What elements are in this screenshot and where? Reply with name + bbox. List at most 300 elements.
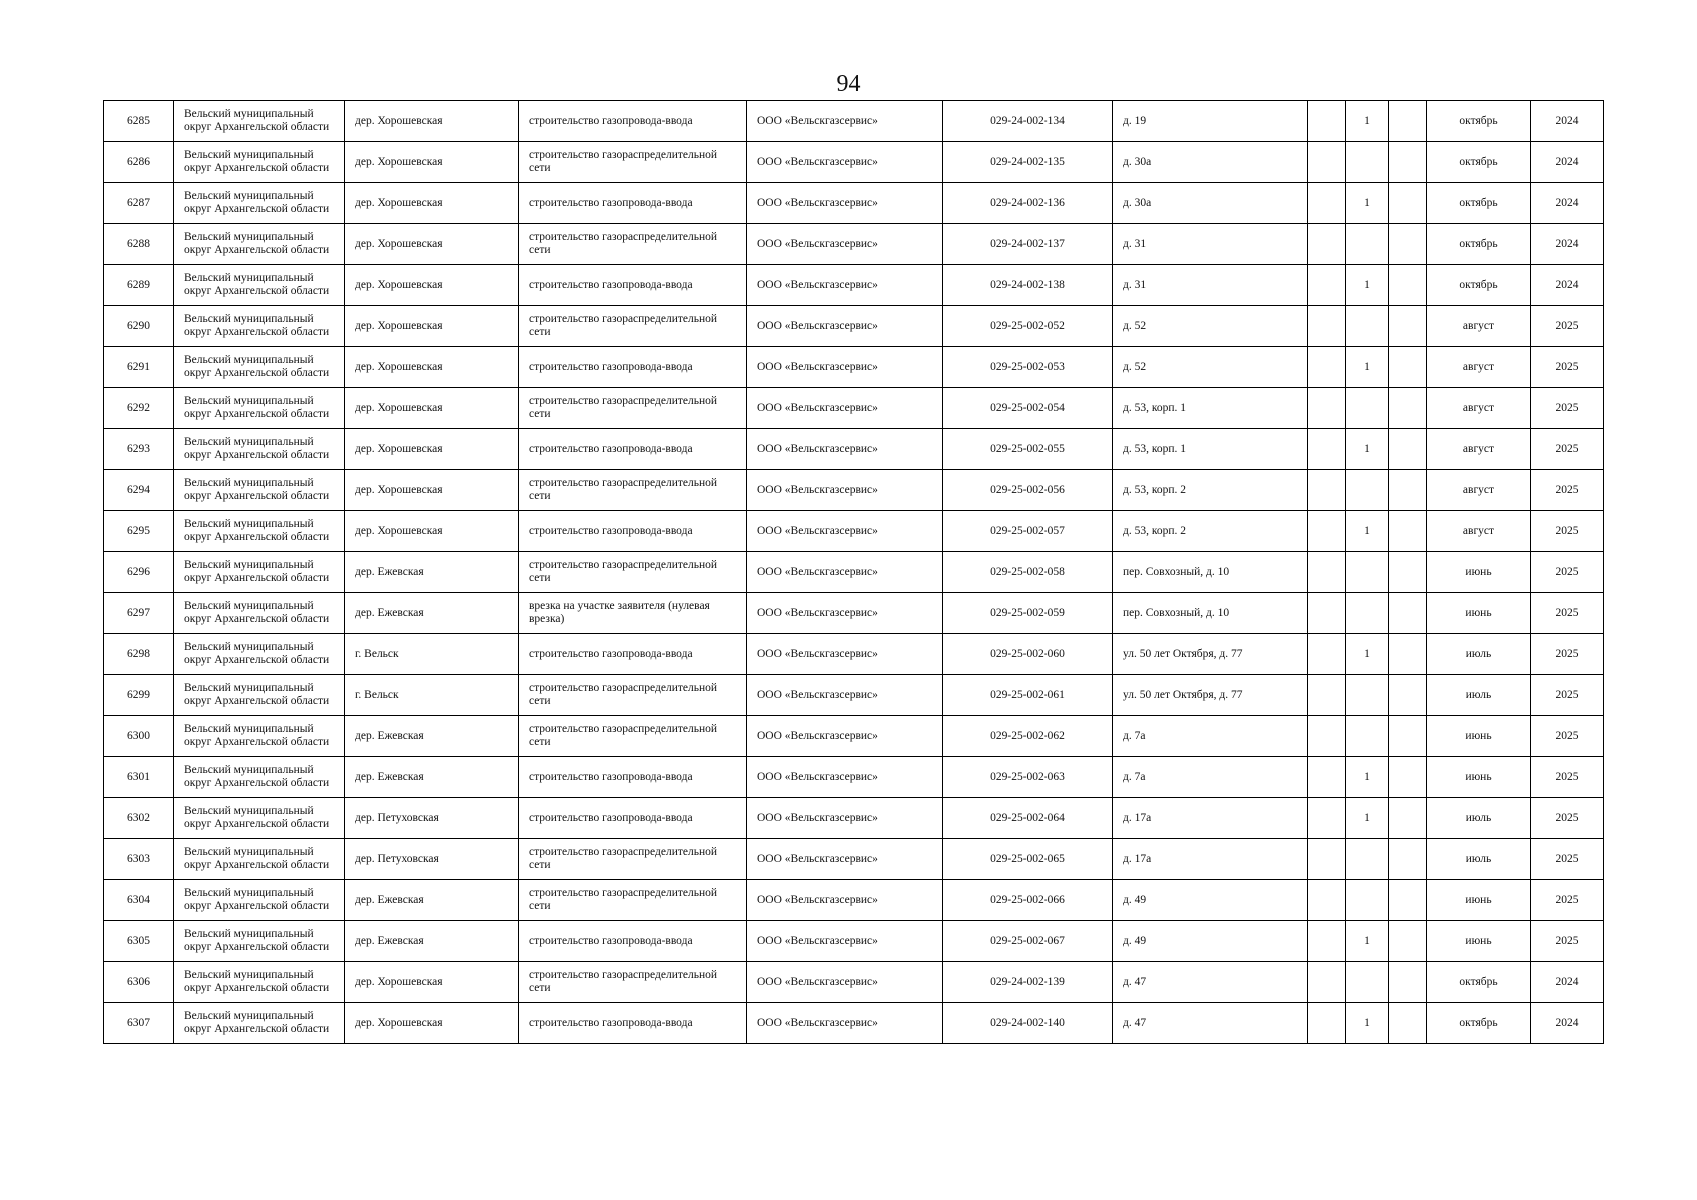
district-cell: Вельский муниципальный округ Архангельской области <box>174 142 345 183</box>
quantity-cell: 1 <box>1346 265 1389 306</box>
extra-cell <box>1308 429 1346 470</box>
settlement-cell: дер. Хорошевская <box>345 224 519 265</box>
table-row <box>104 429 1604 470</box>
work-type-cell: строительство газораспределительной сети <box>519 470 747 511</box>
row-number: 6289 <box>104 265 174 306</box>
quantity-cell: 1 <box>1346 921 1389 962</box>
settlement-cell: дер. Хорошевская <box>345 388 519 429</box>
work-type-cell: строительство газопровода-ввода <box>519 347 747 388</box>
work-type-cell: строительство газопровода-ввода <box>519 183 747 224</box>
settlement-cell: дер. Ежевская <box>345 716 519 757</box>
quantity-cell: 1 <box>1346 347 1389 388</box>
address-cell: ул. 50 лет Октября, д. 77 <box>1113 634 1308 675</box>
settlement-cell: дер. Хорошевская <box>345 511 519 552</box>
settlement-cell: дер. Ежевская <box>345 880 519 921</box>
organization-cell: ООО «Вельскгазсервис» <box>747 675 943 716</box>
quantity-cell: 1 <box>1346 101 1389 142</box>
settlement-cell: дер. Хорошевская <box>345 306 519 347</box>
table-row <box>104 1003 1604 1044</box>
organization-cell: ООО «Вельскгазсервис» <box>747 183 943 224</box>
address-cell: д. 7а <box>1113 757 1308 798</box>
quantity-cell <box>1346 880 1389 921</box>
organization-cell: ООО «Вельскгазсервис» <box>747 511 943 552</box>
month-cell: август <box>1427 388 1531 429</box>
settlement-cell: дер. Ежевская <box>345 757 519 798</box>
row-number: 6286 <box>104 142 174 183</box>
year-cell: 2025 <box>1531 511 1604 552</box>
district-cell: Вельский муниципальный округ Архангельской области <box>174 962 345 1003</box>
organization-cell: ООО «Вельскгазсервис» <box>747 798 943 839</box>
month-cell: октябрь <box>1427 1003 1531 1044</box>
row-number: 6287 <box>104 183 174 224</box>
application-code-cell: 029-25-002-066 <box>943 880 1113 921</box>
organization-cell: ООО «Вельскгазсервис» <box>747 388 943 429</box>
district-cell: Вельский муниципальный округ Архангельской области <box>174 388 345 429</box>
row-number: 6297 <box>104 593 174 634</box>
extra-cell-2 <box>1389 1003 1427 1044</box>
row-number: 6305 <box>104 921 174 962</box>
address-cell: д. 47 <box>1113 1003 1308 1044</box>
address-cell: д. 53, корп. 2 <box>1113 470 1308 511</box>
year-cell: 2025 <box>1531 880 1604 921</box>
month-cell: август <box>1427 429 1531 470</box>
month-cell: октябрь <box>1427 224 1531 265</box>
work-type-cell: строительство газораспределительной сети <box>519 716 747 757</box>
work-type-cell: строительство газораспределительной сети <box>519 552 747 593</box>
table-row <box>104 593 1604 634</box>
year-cell: 2024 <box>1531 1003 1604 1044</box>
extra-cell-2 <box>1389 388 1427 429</box>
application-code-cell: 029-24-002-135 <box>943 142 1113 183</box>
district-cell: Вельский муниципальный округ Архангельской области <box>174 306 345 347</box>
extra-cell <box>1308 224 1346 265</box>
work-type-cell: строительство газораспределительной сети <box>519 675 747 716</box>
year-cell: 2025 <box>1531 347 1604 388</box>
organization-cell: ООО «Вельскгазсервис» <box>747 1003 943 1044</box>
extra-cell-2 <box>1389 347 1427 388</box>
application-code-cell: 029-24-002-138 <box>943 265 1113 306</box>
table-row <box>104 183 1604 224</box>
extra-cell-2 <box>1389 634 1427 675</box>
application-code-cell: 029-25-002-054 <box>943 388 1113 429</box>
quantity-cell <box>1346 306 1389 347</box>
address-cell: д. 30а <box>1113 142 1308 183</box>
table-row <box>104 921 1604 962</box>
row-number: 6303 <box>104 839 174 880</box>
organization-cell: ООО «Вельскгазсервис» <box>747 962 943 1003</box>
settlement-cell: дер. Хорошевская <box>345 265 519 306</box>
year-cell: 2024 <box>1531 224 1604 265</box>
extra-cell <box>1308 552 1346 593</box>
application-code-cell: 029-25-002-055 <box>943 429 1113 470</box>
extra-cell-2 <box>1389 921 1427 962</box>
year-cell: 2025 <box>1531 552 1604 593</box>
work-type-cell: строительство газораспределительной сети <box>519 839 747 880</box>
month-cell: октябрь <box>1427 101 1531 142</box>
application-code-cell: 029-25-002-056 <box>943 470 1113 511</box>
row-number: 6304 <box>104 880 174 921</box>
month-cell: октябрь <box>1427 265 1531 306</box>
extra-cell <box>1308 716 1346 757</box>
address-cell: д. 17а <box>1113 798 1308 839</box>
extra-cell-2 <box>1389 757 1427 798</box>
quantity-cell: 1 <box>1346 798 1389 839</box>
table-row <box>104 470 1604 511</box>
table-row <box>104 757 1604 798</box>
organization-cell: ООО «Вельскгазсервис» <box>747 634 943 675</box>
table-row <box>104 142 1604 183</box>
row-number: 6290 <box>104 306 174 347</box>
application-code-cell: 029-25-002-062 <box>943 716 1113 757</box>
row-number: 6300 <box>104 716 174 757</box>
organization-cell: ООО «Вельскгазсервис» <box>747 101 943 142</box>
settlement-cell: г. Вельск <box>345 634 519 675</box>
year-cell: 2025 <box>1531 306 1604 347</box>
table-row <box>104 388 1604 429</box>
year-cell: 2025 <box>1531 839 1604 880</box>
district-cell: Вельский муниципальный округ Архангельской области <box>174 1003 345 1044</box>
work-type-cell: врезка на участке заявителя (нулевая врезка) <box>519 593 747 634</box>
year-cell: 2025 <box>1531 921 1604 962</box>
extra-cell-2 <box>1389 429 1427 470</box>
application-code-cell: 029-25-002-061 <box>943 675 1113 716</box>
work-type-cell: строительство газораспределительной сети <box>519 142 747 183</box>
extra-cell <box>1308 347 1346 388</box>
row-number: 6285 <box>104 101 174 142</box>
month-cell: июнь <box>1427 757 1531 798</box>
table-row <box>104 347 1604 388</box>
organization-cell: ООО «Вельскгазсервис» <box>747 880 943 921</box>
address-cell: д. 53, корп. 1 <box>1113 388 1308 429</box>
address-cell: д. 52 <box>1113 347 1308 388</box>
application-code-cell: 029-24-002-136 <box>943 183 1113 224</box>
quantity-cell: 1 <box>1346 1003 1389 1044</box>
row-number: 6295 <box>104 511 174 552</box>
extra-cell-2 <box>1389 224 1427 265</box>
quantity-cell <box>1346 593 1389 634</box>
district-cell: Вельский муниципальный округ Архангельской области <box>174 880 345 921</box>
extra-cell <box>1308 757 1346 798</box>
address-cell: д. 52 <box>1113 306 1308 347</box>
settlement-cell: дер. Хорошевская <box>345 429 519 470</box>
year-cell: 2025 <box>1531 593 1604 634</box>
organization-cell: ООО «Вельскгазсервис» <box>747 470 943 511</box>
quantity-cell <box>1346 552 1389 593</box>
extra-cell-2 <box>1389 798 1427 839</box>
application-code-cell: 029-24-002-139 <box>943 962 1113 1003</box>
row-number: 6306 <box>104 962 174 1003</box>
month-cell: июнь <box>1427 552 1531 593</box>
application-code-cell: 029-25-002-067 <box>943 921 1113 962</box>
table-row <box>104 716 1604 757</box>
address-cell: д. 17а <box>1113 839 1308 880</box>
extra-cell <box>1308 101 1346 142</box>
row-number: 6301 <box>104 757 174 798</box>
extra-cell-2 <box>1389 839 1427 880</box>
table-row <box>104 101 1604 142</box>
district-cell: Вельский муниципальный округ Архангельской области <box>174 101 345 142</box>
application-code-cell: 029-25-002-063 <box>943 757 1113 798</box>
application-code-cell: 029-24-002-137 <box>943 224 1113 265</box>
settlement-cell: дер. Хорошевская <box>345 1003 519 1044</box>
extra-cell-2 <box>1389 142 1427 183</box>
table-row <box>104 552 1604 593</box>
row-number: 6294 <box>104 470 174 511</box>
settlement-cell: дер. Хорошевская <box>345 101 519 142</box>
work-type-cell: строительство газопровода-ввода <box>519 1003 747 1044</box>
district-cell: Вельский муниципальный округ Архангельской области <box>174 429 345 470</box>
extra-cell-2 <box>1389 183 1427 224</box>
application-code-cell: 029-24-002-134 <box>943 101 1113 142</box>
district-cell: Вельский муниципальный округ Архангельской области <box>174 511 345 552</box>
district-cell: Вельский муниципальный округ Архангельской области <box>174 757 345 798</box>
district-cell: Вельский муниципальный округ Архангельской области <box>174 552 345 593</box>
registry-rows <box>104 101 1604 1044</box>
work-type-cell: строительство газораспределительной сети <box>519 388 747 429</box>
extra-cell <box>1308 306 1346 347</box>
extra-cell <box>1308 962 1346 1003</box>
address-cell: д. 30а <box>1113 183 1308 224</box>
address-cell: пер. Совхозный, д. 10 <box>1113 593 1308 634</box>
extra-cell <box>1308 593 1346 634</box>
district-cell: Вельский муниципальный округ Архангельской области <box>174 716 345 757</box>
work-type-cell: строительство газопровода-ввода <box>519 265 747 306</box>
organization-cell: ООО «Вельскгазсервис» <box>747 429 943 470</box>
extra-cell-2 <box>1389 675 1427 716</box>
year-cell: 2024 <box>1531 142 1604 183</box>
district-cell: Вельский муниципальный округ Архангельской области <box>174 634 345 675</box>
address-cell: д. 47 <box>1113 962 1308 1003</box>
extra-cell-2 <box>1389 101 1427 142</box>
month-cell: июнь <box>1427 880 1531 921</box>
application-code-cell: 029-25-002-059 <box>943 593 1113 634</box>
extra-cell <box>1308 634 1346 675</box>
organization-cell: ООО «Вельскгазсервис» <box>747 306 943 347</box>
application-code-cell: 029-25-002-053 <box>943 347 1113 388</box>
extra-cell <box>1308 511 1346 552</box>
organization-cell: ООО «Вельскгазсервис» <box>747 142 943 183</box>
district-cell: Вельский муниципальный округ Архангельской области <box>174 347 345 388</box>
address-cell: пер. Совхозный, д. 10 <box>1113 552 1308 593</box>
quantity-cell: 1 <box>1346 183 1389 224</box>
extra-cell-2 <box>1389 593 1427 634</box>
month-cell: июнь <box>1427 593 1531 634</box>
year-cell: 2025 <box>1531 634 1604 675</box>
quantity-cell <box>1346 962 1389 1003</box>
quantity-cell: 1 <box>1346 429 1389 470</box>
district-cell: Вельский муниципальный округ Архангельской области <box>174 470 345 511</box>
extra-cell <box>1308 265 1346 306</box>
work-type-cell: строительство газопровода-ввода <box>519 511 747 552</box>
organization-cell: ООО «Вельскгазсервис» <box>747 347 943 388</box>
address-cell: д. 53, корп. 2 <box>1113 511 1308 552</box>
work-type-cell: строительство газопровода-ввода <box>519 757 747 798</box>
extra-cell <box>1308 183 1346 224</box>
address-cell: д. 53, корп. 1 <box>1113 429 1308 470</box>
quantity-cell: 1 <box>1346 757 1389 798</box>
application-code-cell: 029-24-002-140 <box>943 1003 1113 1044</box>
month-cell: июнь <box>1427 716 1531 757</box>
row-number: 6296 <box>104 552 174 593</box>
settlement-cell: дер. Ежевская <box>345 593 519 634</box>
work-type-cell: строительство газопровода-ввода <box>519 429 747 470</box>
quantity-cell: 1 <box>1346 634 1389 675</box>
work-type-cell: строительство газопровода-ввода <box>519 798 747 839</box>
settlement-cell: дер. Ежевская <box>345 921 519 962</box>
district-cell: Вельский муниципальный округ Архангельской области <box>174 593 345 634</box>
settlement-cell: дер. Петуховская <box>345 798 519 839</box>
address-cell: ул. 50 лет Октября, д. 77 <box>1113 675 1308 716</box>
quantity-cell <box>1346 716 1389 757</box>
year-cell: 2025 <box>1531 798 1604 839</box>
settlement-cell: дер. Петуховская <box>345 839 519 880</box>
settlement-cell: дер. Хорошевская <box>345 347 519 388</box>
row-number: 6302 <box>104 798 174 839</box>
month-cell: октябрь <box>1427 962 1531 1003</box>
quantity-cell <box>1346 839 1389 880</box>
year-cell: 2024 <box>1531 183 1604 224</box>
table-row <box>104 634 1604 675</box>
address-cell: д. 7а <box>1113 716 1308 757</box>
application-code-cell: 029-25-002-057 <box>943 511 1113 552</box>
row-number: 6307 <box>104 1003 174 1044</box>
month-cell: август <box>1427 470 1531 511</box>
month-cell: октябрь <box>1427 183 1531 224</box>
settlement-cell: дер. Хорошевская <box>345 962 519 1003</box>
table-row <box>104 511 1604 552</box>
work-type-cell: строительство газораспределительной сети <box>519 880 747 921</box>
district-cell: Вельский муниципальный округ Архангельской области <box>174 921 345 962</box>
table-row <box>104 306 1604 347</box>
settlement-cell: дер. Хорошевская <box>345 470 519 511</box>
year-cell: 2024 <box>1531 265 1604 306</box>
row-number: 6292 <box>104 388 174 429</box>
extra-cell <box>1308 388 1346 429</box>
row-number: 6291 <box>104 347 174 388</box>
quantity-cell <box>1346 470 1389 511</box>
extra-cell <box>1308 839 1346 880</box>
district-cell: Вельский муниципальный округ Архангельской области <box>174 839 345 880</box>
table-row <box>104 839 1604 880</box>
work-type-cell: строительство газораспределительной сети <box>519 962 747 1003</box>
organization-cell: ООО «Вельскгазсервис» <box>747 265 943 306</box>
month-cell: июль <box>1427 839 1531 880</box>
work-type-cell: строительство газопровода-ввода <box>519 101 747 142</box>
organization-cell: ООО «Вельскгазсервис» <box>747 224 943 265</box>
extra-cell <box>1308 880 1346 921</box>
month-cell: июль <box>1427 634 1531 675</box>
extra-cell-2 <box>1389 552 1427 593</box>
extra-cell-2 <box>1389 470 1427 511</box>
extra-cell-2 <box>1389 716 1427 757</box>
year-cell: 2024 <box>1531 962 1604 1003</box>
extra-cell-2 <box>1389 265 1427 306</box>
quantity-cell: 1 <box>1346 511 1389 552</box>
year-cell: 2025 <box>1531 716 1604 757</box>
address-cell: д. 19 <box>1113 101 1308 142</box>
table-row <box>104 962 1604 1003</box>
table-row <box>104 265 1604 306</box>
application-code-cell: 029-25-002-060 <box>943 634 1113 675</box>
extra-cell-2 <box>1389 962 1427 1003</box>
extra-cell <box>1308 470 1346 511</box>
district-cell: Вельский муниципальный округ Архангельской области <box>174 224 345 265</box>
application-code-cell: 029-25-002-065 <box>943 839 1113 880</box>
year-cell: 2025 <box>1531 388 1604 429</box>
row-number: 6293 <box>104 429 174 470</box>
application-code-cell: 029-25-002-064 <box>943 798 1113 839</box>
page-number: 94 <box>836 71 861 97</box>
extra-cell <box>1308 798 1346 839</box>
address-cell: д. 49 <box>1113 880 1308 921</box>
quantity-cell <box>1346 224 1389 265</box>
month-cell: июль <box>1427 675 1531 716</box>
extra-cell <box>1308 675 1346 716</box>
settlement-cell: дер. Хорошевская <box>345 142 519 183</box>
row-number: 6288 <box>104 224 174 265</box>
year-cell: 2025 <box>1531 470 1604 511</box>
work-type-cell: строительство газопровода-ввода <box>519 921 747 962</box>
month-cell: октябрь <box>1427 142 1531 183</box>
organization-cell: ООО «Вельскгазсервис» <box>747 716 943 757</box>
table-row <box>104 675 1604 716</box>
organization-cell: ООО «Вельскгазсервис» <box>747 552 943 593</box>
year-cell: 2025 <box>1531 429 1604 470</box>
month-cell: август <box>1427 511 1531 552</box>
extra-cell-2 <box>1389 880 1427 921</box>
district-cell: Вельский муниципальный округ Архангельской области <box>174 675 345 716</box>
address-cell: д. 31 <box>1113 265 1308 306</box>
extra-cell <box>1308 1003 1346 1044</box>
year-cell: 2025 <box>1531 757 1604 798</box>
application-code-cell: 029-25-002-052 <box>943 306 1113 347</box>
quantity-cell <box>1346 675 1389 716</box>
table-row <box>104 224 1604 265</box>
extra-cell-2 <box>1389 306 1427 347</box>
work-type-cell: строительство газопровода-ввода <box>519 634 747 675</box>
work-type-cell: строительство газораспределительной сети <box>519 224 747 265</box>
table-row <box>104 798 1604 839</box>
year-cell: 2024 <box>1531 101 1604 142</box>
extra-cell <box>1308 921 1346 962</box>
month-cell: июнь <box>1427 921 1531 962</box>
settlement-cell: г. Вельск <box>345 675 519 716</box>
quantity-cell <box>1346 142 1389 183</box>
organization-cell: ООО «Вельскгазсервис» <box>747 921 943 962</box>
month-cell: август <box>1427 306 1531 347</box>
organization-cell: ООО «Вельскгазсервис» <box>747 839 943 880</box>
settlement-cell: дер. Ежевская <box>345 552 519 593</box>
work-type-cell: строительство газораспределительной сети <box>519 306 747 347</box>
month-cell: август <box>1427 347 1531 388</box>
row-number: 6298 <box>104 634 174 675</box>
district-cell: Вельский муниципальный округ Архангельской области <box>174 183 345 224</box>
district-cell: Вельский муниципальный округ Архангельской области <box>174 265 345 306</box>
registry-table <box>103 100 1604 1044</box>
district-cell: Вельский муниципальный округ Архангельской области <box>174 798 345 839</box>
quantity-cell <box>1346 388 1389 429</box>
year-cell: 2025 <box>1531 675 1604 716</box>
address-cell: д. 31 <box>1113 224 1308 265</box>
organization-cell: ООО «Вельскгазсервис» <box>747 593 943 634</box>
settlement-cell: дер. Хорошевская <box>345 183 519 224</box>
address-cell: д. 49 <box>1113 921 1308 962</box>
extra-cell <box>1308 142 1346 183</box>
month-cell: июль <box>1427 798 1531 839</box>
organization-cell: ООО «Вельскгазсервис» <box>747 757 943 798</box>
application-code-cell: 029-25-002-058 <box>943 552 1113 593</box>
extra-cell-2 <box>1389 511 1427 552</box>
